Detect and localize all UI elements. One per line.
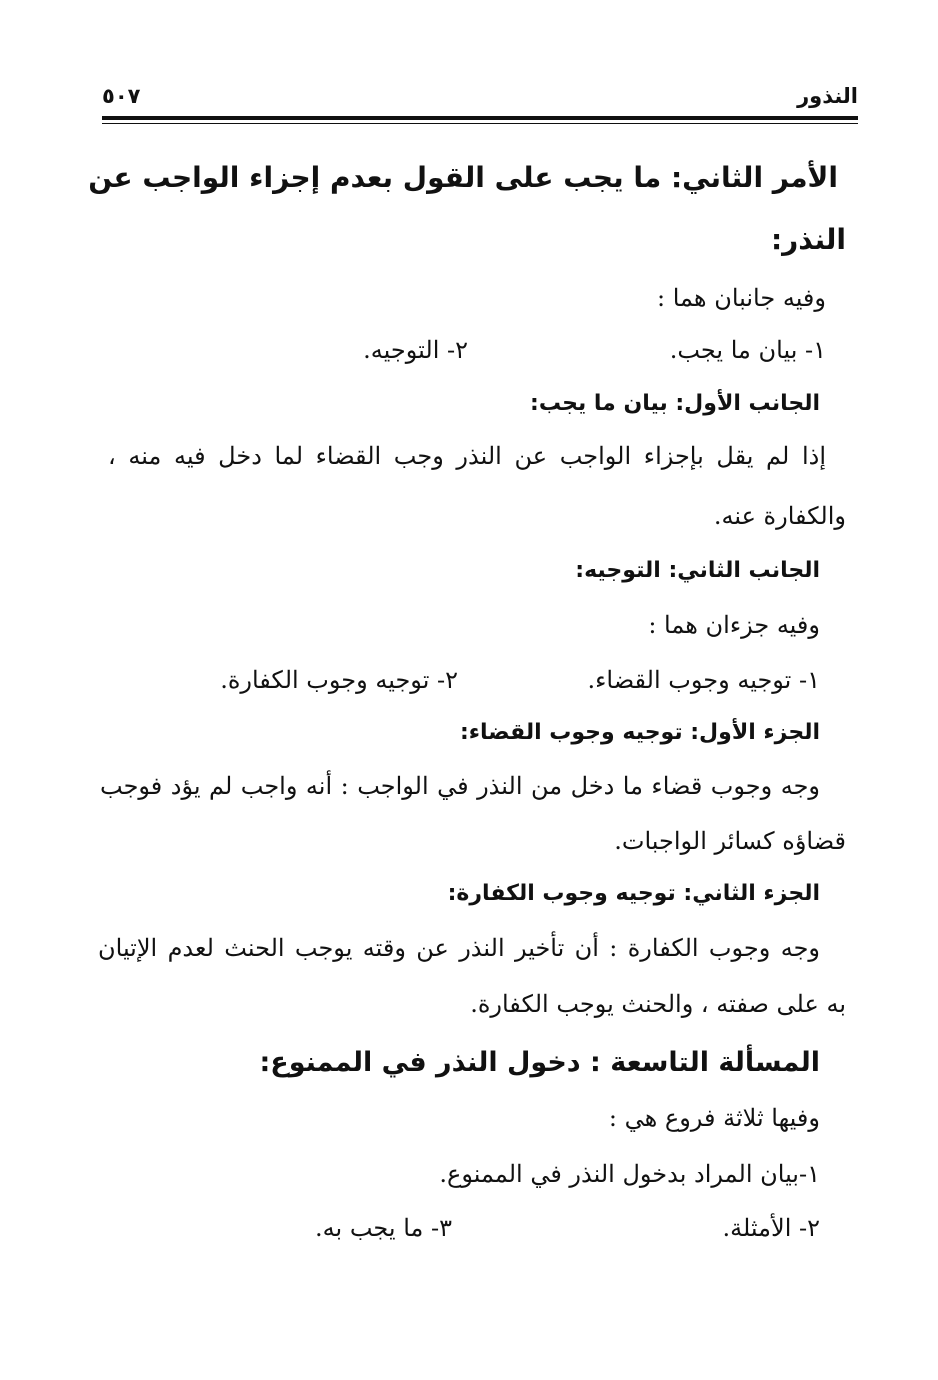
list-item: ٢- توجيه وجوب الكفارة. xyxy=(220,666,458,694)
subsection-heading: الأمر الثاني: ما يجب على القول بعدم إجزاء الواجب عن xyxy=(88,161,838,194)
list-item: ٣- ما يجب به. xyxy=(315,1214,452,1242)
list-item: ١- بيان ما يجب. xyxy=(669,336,826,364)
paragraph-line: وجه وجوب قضاء ما دخل من النذر في الواجب : أنه واجب لم يؤد فوجب xyxy=(100,772,820,800)
paragraph-line: وفيها ثلاثة فروع هي : xyxy=(608,1104,820,1132)
paragraph-line: إذا لم يقل بإجزاء الواجب عن النذر وجب القضاء لما دخل فيه منه ، xyxy=(108,442,826,470)
section-heading: الجزء الأول: توجيه وجوب القضاء: xyxy=(460,720,820,745)
header-title: النذور xyxy=(797,84,858,108)
paragraph-line: قضاؤه كسائر الواجبات. xyxy=(614,827,846,855)
paragraph-line: وفيه جانبان هما : xyxy=(657,284,826,312)
paragraph-line: وجه وجوب الكفارة : أن تأخير النذر عن وقته يوجب الحنث لعدم الإتيان xyxy=(98,934,820,962)
section-heading: الجزء الثاني: توجيه وجوب الكفارة: xyxy=(447,881,820,906)
running-header xyxy=(102,84,858,116)
list-item: ١-بيان المراد بدخول النذر في الممنوع. xyxy=(439,1160,820,1188)
page-number: ٥٠٧ xyxy=(102,84,141,108)
header-rule-thin xyxy=(102,123,858,124)
subsection-heading-cont: النذر: xyxy=(770,223,846,256)
list-item: ١- توجيه وجوب القضاء. xyxy=(587,666,820,694)
list-item: ٢- الأمثلة. xyxy=(722,1214,820,1242)
paragraph-line: وفيه جزءان هما : xyxy=(648,611,820,639)
paragraph-line: والكفارة عنه. xyxy=(713,502,846,530)
list-item: ٢- التوجيه. xyxy=(363,336,468,364)
section-heading: الجانب الثاني: التوجيه: xyxy=(575,558,820,583)
section-heading: الجانب الأول: بيان ما يجب: xyxy=(530,391,820,416)
header-rule-thick xyxy=(102,116,858,120)
paragraph-line: به على صفته ، والحنث يوجب الكفارة. xyxy=(470,990,846,1018)
chapter-heading: المسألة التاسعة : دخول النذر في الممنوع: xyxy=(259,1047,820,1078)
